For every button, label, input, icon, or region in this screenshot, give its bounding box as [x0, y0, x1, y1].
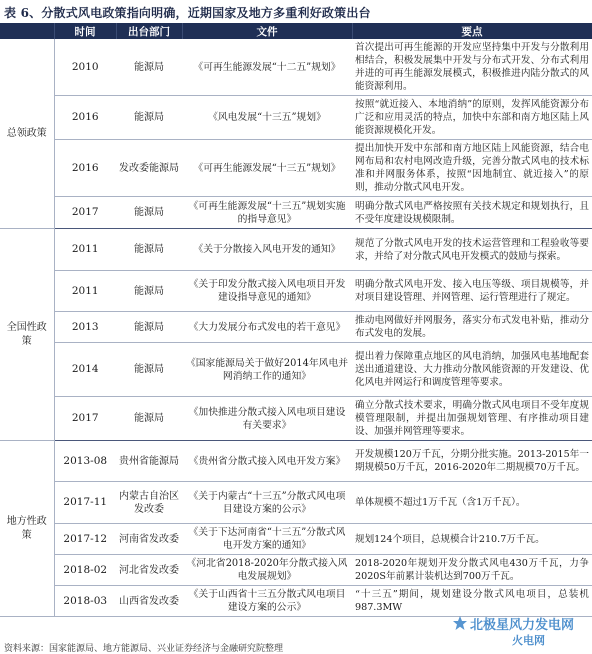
header-category: [0, 23, 54, 39]
row-point: 2018-2020年规划开发分散式风电430万千瓦，力争2020S年前累计装机达到700万千瓦。: [352, 555, 592, 586]
row-doc: 《河北省2018-2020年分散式接入风电发展规划》: [182, 555, 352, 586]
row-doc: 《关于山西省十三五分散式风电项目建设方案的公示》: [182, 586, 352, 617]
row-year: 2017-11: [54, 482, 116, 524]
table-row: [0, 482, 592, 524]
row-year: 2013-08: [54, 441, 116, 482]
row-point: 按照“就近接入、本地消纳”的原则，发挥风能资源分布广泛和应用灵活的特点，加快中东部和南方地区陆上风能资源规模化开发。: [352, 96, 592, 140]
row-doc: 《国家能源局关于做好2014年风电并网消纳工作的通知》: [182, 343, 352, 397]
row-year: 2017-12: [54, 524, 116, 555]
row-year: 2018-03: [54, 586, 116, 617]
table-row: [0, 312, 592, 343]
header-point: 要点: [352, 23, 592, 39]
row-year: 2016: [54, 140, 116, 197]
row-point: “十三五”期间，规划建设分散式风电项目，总装机987.3MW: [352, 586, 592, 617]
row-dept: 内蒙古自治区发改委: [116, 482, 182, 524]
row-dept: 能源局: [116, 397, 182, 441]
star-logo-icon: [452, 615, 468, 631]
table-row: [0, 441, 592, 482]
row-dept: 河南省发改委: [116, 524, 182, 555]
table-row: [0, 524, 592, 555]
category-local: [0, 441, 54, 617]
row-doc: 《关于内蒙古“十三五”分散式风电项目建设方案的公示》: [182, 482, 352, 524]
table-title: 表 6、分散式风电政策指向明确，近期国家及地方多重利好政策出台: [4, 6, 371, 20]
table-row: [0, 39, 592, 96]
row-year: 2017: [54, 197, 116, 229]
category-national: [0, 229, 54, 441]
row-dept: 能源局: [116, 271, 182, 312]
row-point: 规划124个项目，总规模合计210.7万千瓦。: [352, 524, 592, 555]
row-doc: 《关于印发分散式接入风电项目开发建设指导意见的通知》: [182, 271, 352, 312]
table-row: [0, 197, 592, 229]
source-note: 资料来源：国家能源局、地方能源局、兴业证券经济与金融研究院整理: [4, 644, 284, 654]
row-point: 确立分散式技术要求，明确分散式风电项目不受年度规模管理限制，并提出加强规划管理、有序推动项目建设、加强并网管理等要求。: [352, 397, 592, 441]
row-dept: 贵州省能源局: [116, 441, 182, 482]
row-year: 2017: [54, 397, 116, 441]
row-doc: 《加快推进分散式接入风电项目建设有关要求》: [182, 397, 352, 441]
row-point: 推动电网做好并网服务，落实分布式发电补贴，推动分布式发电的发展。: [352, 312, 592, 343]
row-dept: 山西省发改委: [116, 586, 182, 617]
table-row: [0, 271, 592, 312]
row-dept: 能源局: [116, 229, 182, 271]
row-point: 明确分散式风电开发、接入电压等级、项目规模等，并对项目建设管理、并网管理、运行管理进行了规定。: [352, 271, 592, 312]
row-dept: 能源局: [116, 312, 182, 343]
row-dept: 河北省发改委: [116, 555, 182, 586]
table-row: [0, 229, 592, 271]
row-dept: 能源局: [116, 197, 182, 229]
row-year: 2010: [54, 39, 116, 96]
watermark: [452, 612, 588, 652]
row-year: 2014: [54, 343, 116, 397]
row-doc: 《大力发展分布式发电的若干意见》: [182, 312, 352, 343]
row-doc: 《贵州省分散式接入风电开发方案》: [182, 441, 352, 482]
policy-table: [0, 23, 592, 617]
row-year: 2018-02: [54, 555, 116, 586]
row-dept: 能源局: [116, 343, 182, 397]
row-year: 2016: [54, 96, 116, 140]
table-row: [0, 555, 592, 586]
row-point: 规范了分散式风电开发的技术运营管理和工程验收等要求，并给了对分散式风电开发模式的鼓励与探索。: [352, 229, 592, 271]
header-doc: 文件: [182, 23, 352, 39]
category-overall: [0, 39, 54, 229]
watermark-sub: 火电网: [512, 634, 545, 647]
row-doc: 《关于下达河南省“十三五”分散式风电开发方案的通知》: [182, 524, 352, 555]
category-national-label: 全国性政策: [6, 321, 47, 347]
table-row: [0, 397, 592, 441]
table-header-row: [0, 23, 592, 39]
row-point: 单体规模不超过1万千瓦（含1万千瓦）。: [352, 482, 592, 524]
row-doc: 《可再生能源发展“十三五”规划》: [182, 140, 352, 197]
category-overall-label: 总领政策: [6, 127, 47, 139]
table-row: [0, 96, 592, 140]
header-year: 时间: [54, 23, 116, 39]
row-point: 明确分散式风电严格按照有关技术规定和规划执行，且不受年度建设规模限制。: [352, 197, 592, 229]
watermark-text: 北极星风力发电网: [470, 618, 575, 633]
row-point: 首次提出可再生能源的开发应坚持集中开发与分散利用相结合，积极发展集中开发与分布式开发、分布式利用并进的可再生能源发展模式，积极推进内陆分散式的风能资源利用。: [352, 39, 592, 96]
row-point: 开发规模120万千瓦，分期分批实施。2013-2015年一期规模50万千瓦，2016-2020年二期规模70万千瓦。: [352, 441, 592, 482]
row-point: 提出加快开发中东部和南方地区陆上风能资源，结合电网布局和农村电网改造升级，完善分散式风电的技术标准和并网服务体系，按照“因地制宜、就近接入”的原则，推动分散式风电开发。: [352, 140, 592, 197]
table-row: [0, 343, 592, 397]
row-year: 2011: [54, 271, 116, 312]
row-year: 2013: [54, 312, 116, 343]
category-local-label: 地方性政策: [6, 515, 47, 541]
row-dept: 能源局: [116, 96, 182, 140]
row-doc: 《关于分散接入风电开发的通知》: [182, 229, 352, 271]
table-row: [0, 140, 592, 197]
header-dept: 出台部门: [116, 23, 182, 39]
row-doc: 《风电发展“十三五”规划》: [182, 96, 352, 140]
row-doc: 《可再生能源发展“十二五”规划》: [182, 39, 352, 96]
row-point: 提出着力保障重点地区的风电消纳，加强风电基地配套送出通道建设、大力推动分散风能资源的开发建设、优化风电并网运行和调度管理等要求。: [352, 343, 592, 397]
row-dept: 发改委能源局: [116, 140, 182, 197]
row-dept: 能源局: [116, 39, 182, 96]
row-doc: 《可再生能源发展“十三五”规划实施的指导意见》: [182, 197, 352, 229]
row-year: 2011: [54, 229, 116, 271]
